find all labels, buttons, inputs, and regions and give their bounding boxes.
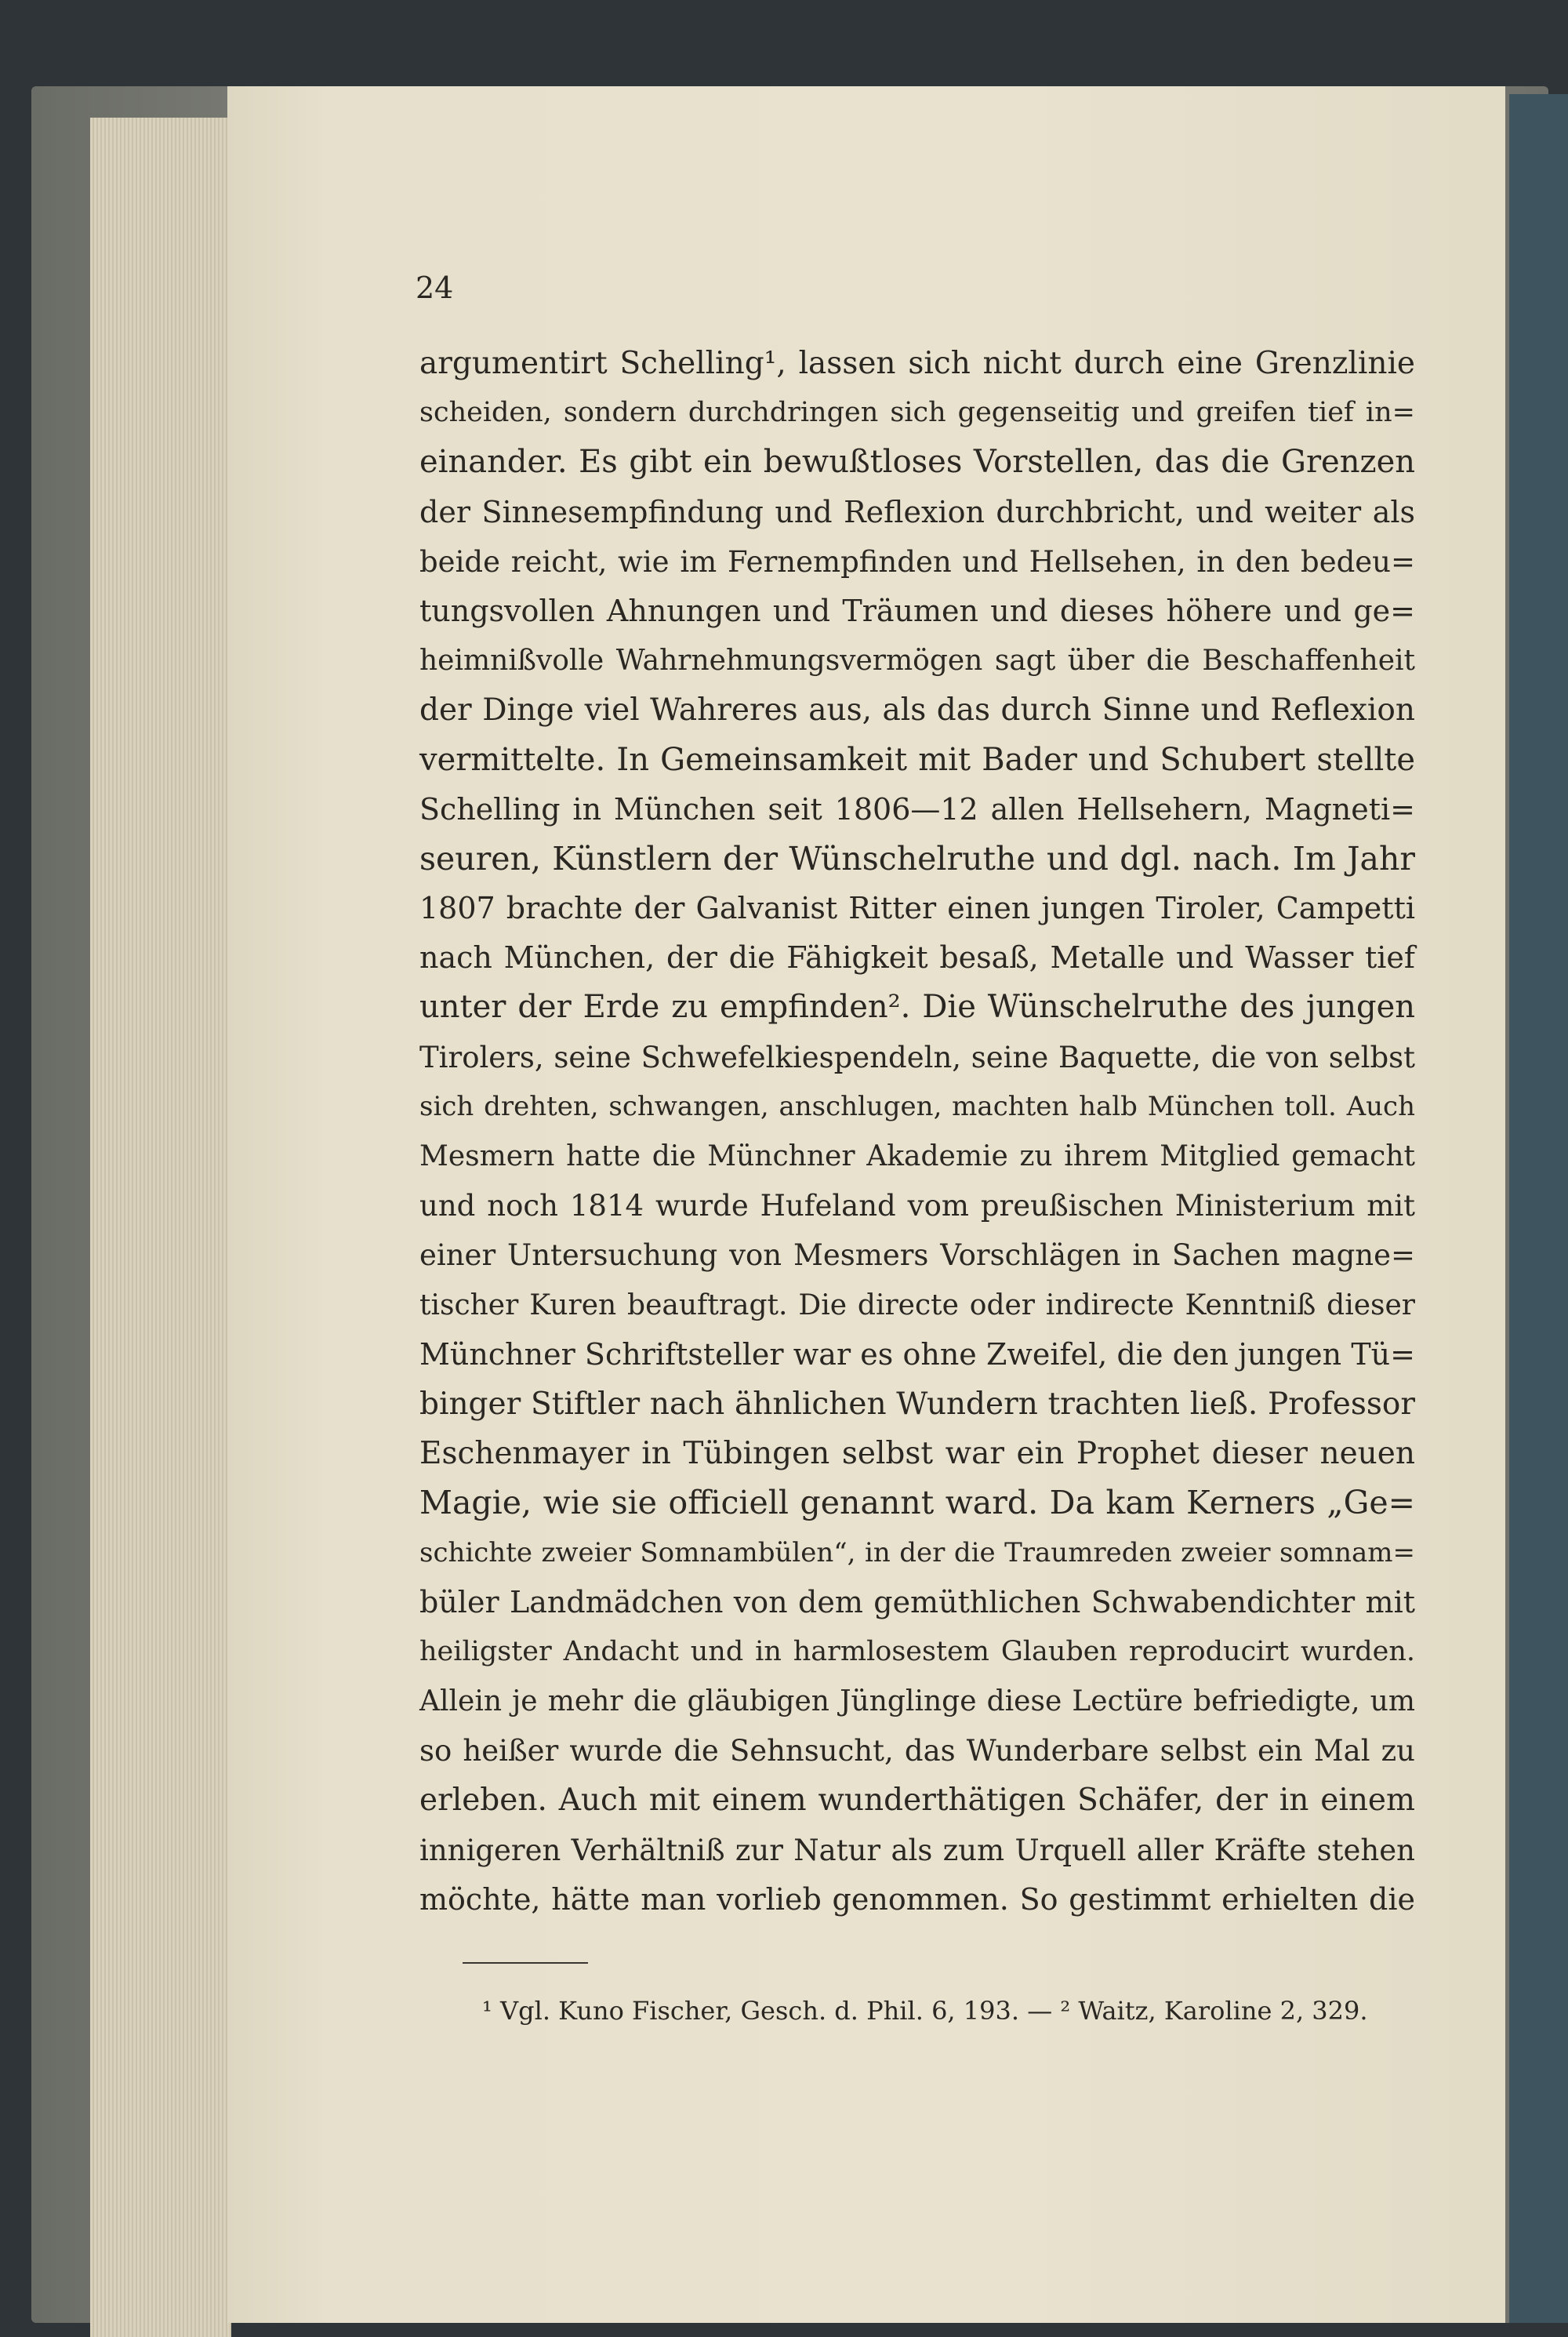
text-line: seuren, Künstlern der Wünschelruthe und dgl. nach. Im Jahr	[419, 839, 1415, 878]
text-line: nach München, der die Fähigkeit besaß, Metalle und Wasser tief	[419, 940, 1415, 976]
body-text	[419, 339, 1415, 1924]
text-line: büler Landmädchen von dem gemüthlichen Schwabendichter mit	[419, 1584, 1415, 1619]
text-line: Schelling in München seit 1806—12 allen Hellsehern, Magneti=	[419, 791, 1415, 827]
text-line: sich drehten, schwangen, anschlugen, machten halb München toll. Auch	[419, 1090, 1415, 1122]
text-line: Eschenmayer in Tübingen selbst war ein Prophet dieser neuen	[419, 1436, 1415, 1472]
text-line: Allein je mehr die gläubigen Jünglinge diese Lectüre befriedigte, um	[419, 1685, 1415, 1718]
text-line: tungsvollen Ahnungen und Träumen und dieses höhere und ge=	[419, 593, 1415, 628]
text-line: unter der Erde zu empfinden². Die Wünschelruthe des jungen	[419, 989, 1415, 1026]
text-line: erleben. Auch mit einem wunderthätigen Schäfer, der in einem	[419, 1783, 1415, 1819]
text-line: einander. Es gibt ein bewußtloses Vorstellen, das die Grenzen	[419, 444, 1415, 481]
page-edges	[90, 118, 231, 2337]
footnote: ¹ Vgl. Kuno Fischer, Gesch. d. Phil. 6, 193. — ² Waitz, Karoline 2, 329.	[482, 1996, 1368, 2026]
text-line: heiligster Andacht und in harmlosestem Glauben reproducirt wurden.	[419, 1635, 1415, 1667]
text-line: Magie, wie sie officiell genannt ward. Da kam Kerners „Ge=	[419, 1484, 1415, 1522]
text-line: so heißer wurde die Sehnsucht, das Wunderbare selbst ein Mal zu	[419, 1734, 1415, 1768]
page-number: 24	[416, 271, 454, 305]
text-line: scheiden, sondern durchdringen sich gegenseitig und greifen tief in=	[419, 397, 1415, 429]
text-line: schichte zweier Somnambülen“, in der die Traumreden zweier somnam=	[419, 1536, 1415, 1568]
text-line: beide reicht, wie im Fernempfinden und Hellsehen, in den bedeu=	[419, 544, 1415, 579]
text-line: Münchner Schriftsteller war es ohne Zweifel, die den jungen Tü=	[419, 1336, 1415, 1372]
text-line: und noch 1814 wurde Hufeland vom preußischen Ministerium mit	[419, 1189, 1415, 1223]
text-line: 1807 brachte der Galvanist Ritter einen jungen Tiroler, Campetti	[419, 891, 1415, 926]
text-line: tischer Kuren beauftragt. Die directe oder indirecte Kenntniß dieser	[419, 1288, 1415, 1321]
text-line: Mesmern hatte die Münchner Akademie zu ihrem Mitglied gemacht	[419, 1140, 1415, 1172]
text-line: innigeren Verhältniß zur Natur als zum Urquell aller Kräfte stehen	[419, 1833, 1415, 1867]
text-line: binger Stiftler nach ähnlichen Wundern trachten ließ. Professor	[419, 1386, 1415, 1422]
text-line: möchte, hätte man vorlieb genommen. So gestimmt erhielten die	[419, 1881, 1415, 1917]
text-line: Tirolers, seine Schwefelkiespendeln, seine Baquette, die von selbst	[419, 1040, 1415, 1074]
text-line: einer Untersuchung von Mesmers Vorschlägen in Sachen magne=	[419, 1238, 1415, 1273]
text-line: vermittelte. In Gemeinsamkeit mit Bader und Schubert stellte	[419, 741, 1415, 778]
text-line: argumentirt Schelling¹, lassen sich nicht durch eine Grenzlinie	[419, 346, 1415, 381]
text-line: heimnißvolle Wahrnehmungsvermögen sagt über die Beschaffenheit	[419, 645, 1415, 678]
text-line: der Dinge viel Wahreres aus, als das durch Sinne und Reflexion	[419, 692, 1415, 729]
book-cover-edge	[1509, 94, 1568, 2323]
text-line: der Sinnesempfindung und Reflexion durchbricht, und weiter als	[419, 494, 1415, 529]
footnote-divider	[463, 1962, 588, 1964]
